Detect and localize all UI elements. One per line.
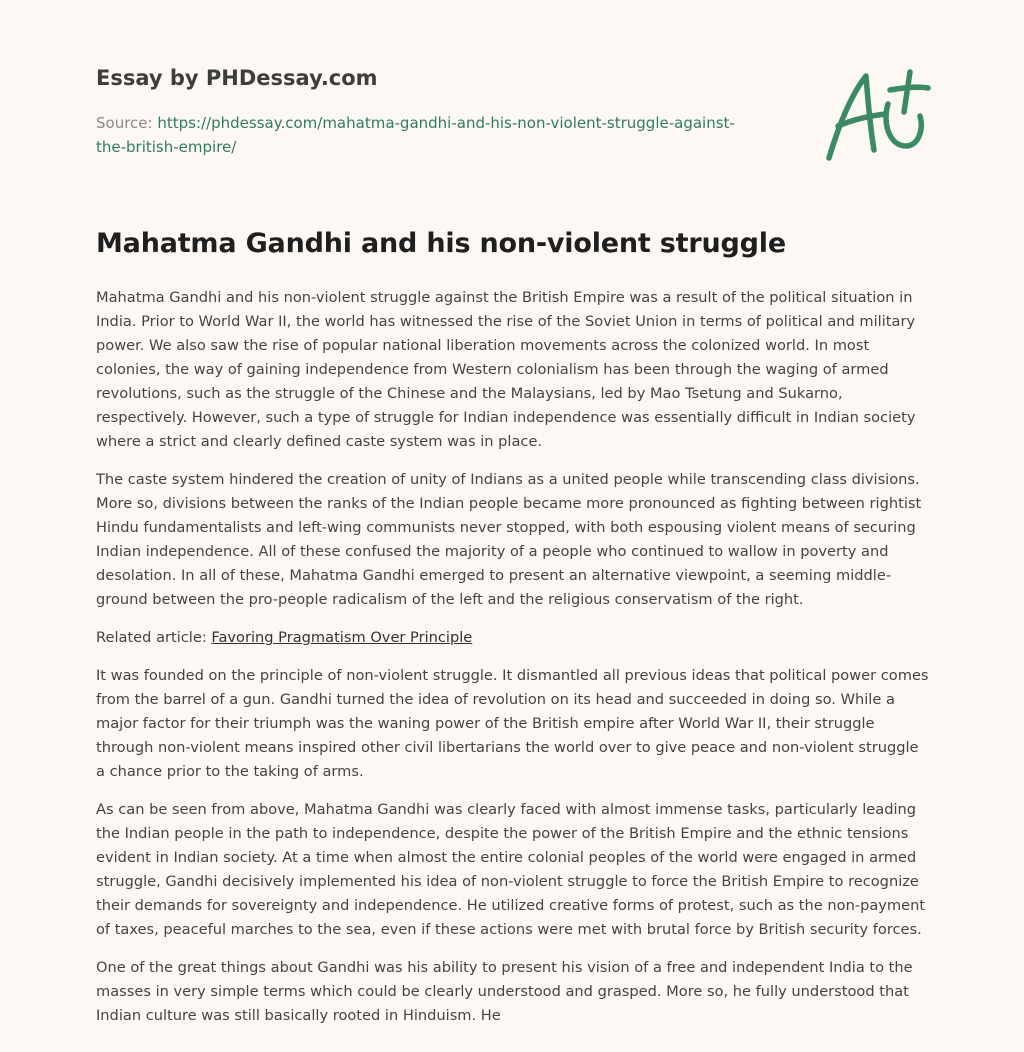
source-link[interactable]: https://phdessay.com/mahatma-gandhi-and-his-non-violent-struggle-against-the-british-empire/	[96, 114, 735, 156]
essay-paragraph: The caste system hindered the creation of unity of Indians as a united people while transcending class divisions. More so, divisions between the ranks of the Indian people became more pronounced as fighting between rightist Hindu fundamentalists and left-wing communists never stopped, with both espousing violent means of securing Indian independence. All of these confused the majority of a people who continued to wallow in poverty and desolation. In all of these, Mahatma Gandhi emerged to present an alternative viewpoint, a seeming middle-ground between the pro-people radicalism of the left and the religious conservatism of the right.	[96, 471, 922, 608]
page-header	[96, 64, 776, 159]
related-article-label: Related article:	[96, 629, 207, 646]
essay-paragraph: It was founded on the principle of non-violent struggle. It dismantled all previous ideas that political power comes from the barrel of a gun. Gandhi turned the idea of revolution on its head and succeeded in doing so. While a major factor for their triumph was the waning power of the British empire after World War II, their struggle through non-violent means inspired other civil libertarians the world over to give peace and non-violent struggle a chance prior to the taking of arms.	[96, 667, 929, 780]
source-line	[96, 111, 756, 159]
essay-paragraph: As can be seen from above, Mahatma Gandhi was clearly faced with almost immense tasks, particularly leading the Indian people in the path to independence, despite the power of the British Empire and the ethnic tensions evident in Indian society. At a time when almost the entire colonial peoples of the world were engaged in armed struggle, Gandhi decisively implemented his idea of non-violent struggle to force the British Empire to recognize their demands for sovereignty and independence. He utilized creative forms of protest, such as the non-payment of taxes, peaceful marches to the sea, even if these actions were met with brutal force by British security forces.	[96, 801, 926, 938]
source-label: Source:	[96, 114, 153, 132]
a-plus-grade-icon	[816, 66, 932, 166]
essay-paragraph: Mahatma Gandhi and his non-violent struggle against the British Empire was a result of the political situation in India. Prior to World War II, the world has witnessed the rise of the Soviet Union in terms of political and military power. We also saw the rise of popular national liberation movements across the colonized world. In most colonies, the way of gaining independence from Western colonialism has been through the waging of armed revolutions, such as the struggle of the Chinese and the Malaysians, led by Mao Tsetung and Sukarno, respectively. However, such a type of struggle for Indian independence was essentially difficult in Indian society where a strict and clearly defined caste system was in place.	[96, 289, 916, 450]
essay-body	[96, 224, 930, 1042]
related-article	[96, 626, 930, 650]
essay-title: Mahatma Gandhi and his non-violent struggle	[96, 228, 786, 259]
related-article-link[interactable]: Favoring Pragmatism Over Principle	[211, 629, 473, 646]
site-brand: Essay by PHDessay.com	[96, 66, 378, 90]
essay-paragraph: One of the great things about Gandhi was his ability to present his vision of a free and independent India to the masses in very simple terms which could be clearly understood and grasped. More so, he fully understood that Indian culture was still basically rooted in Hinduism. He	[96, 959, 913, 1024]
